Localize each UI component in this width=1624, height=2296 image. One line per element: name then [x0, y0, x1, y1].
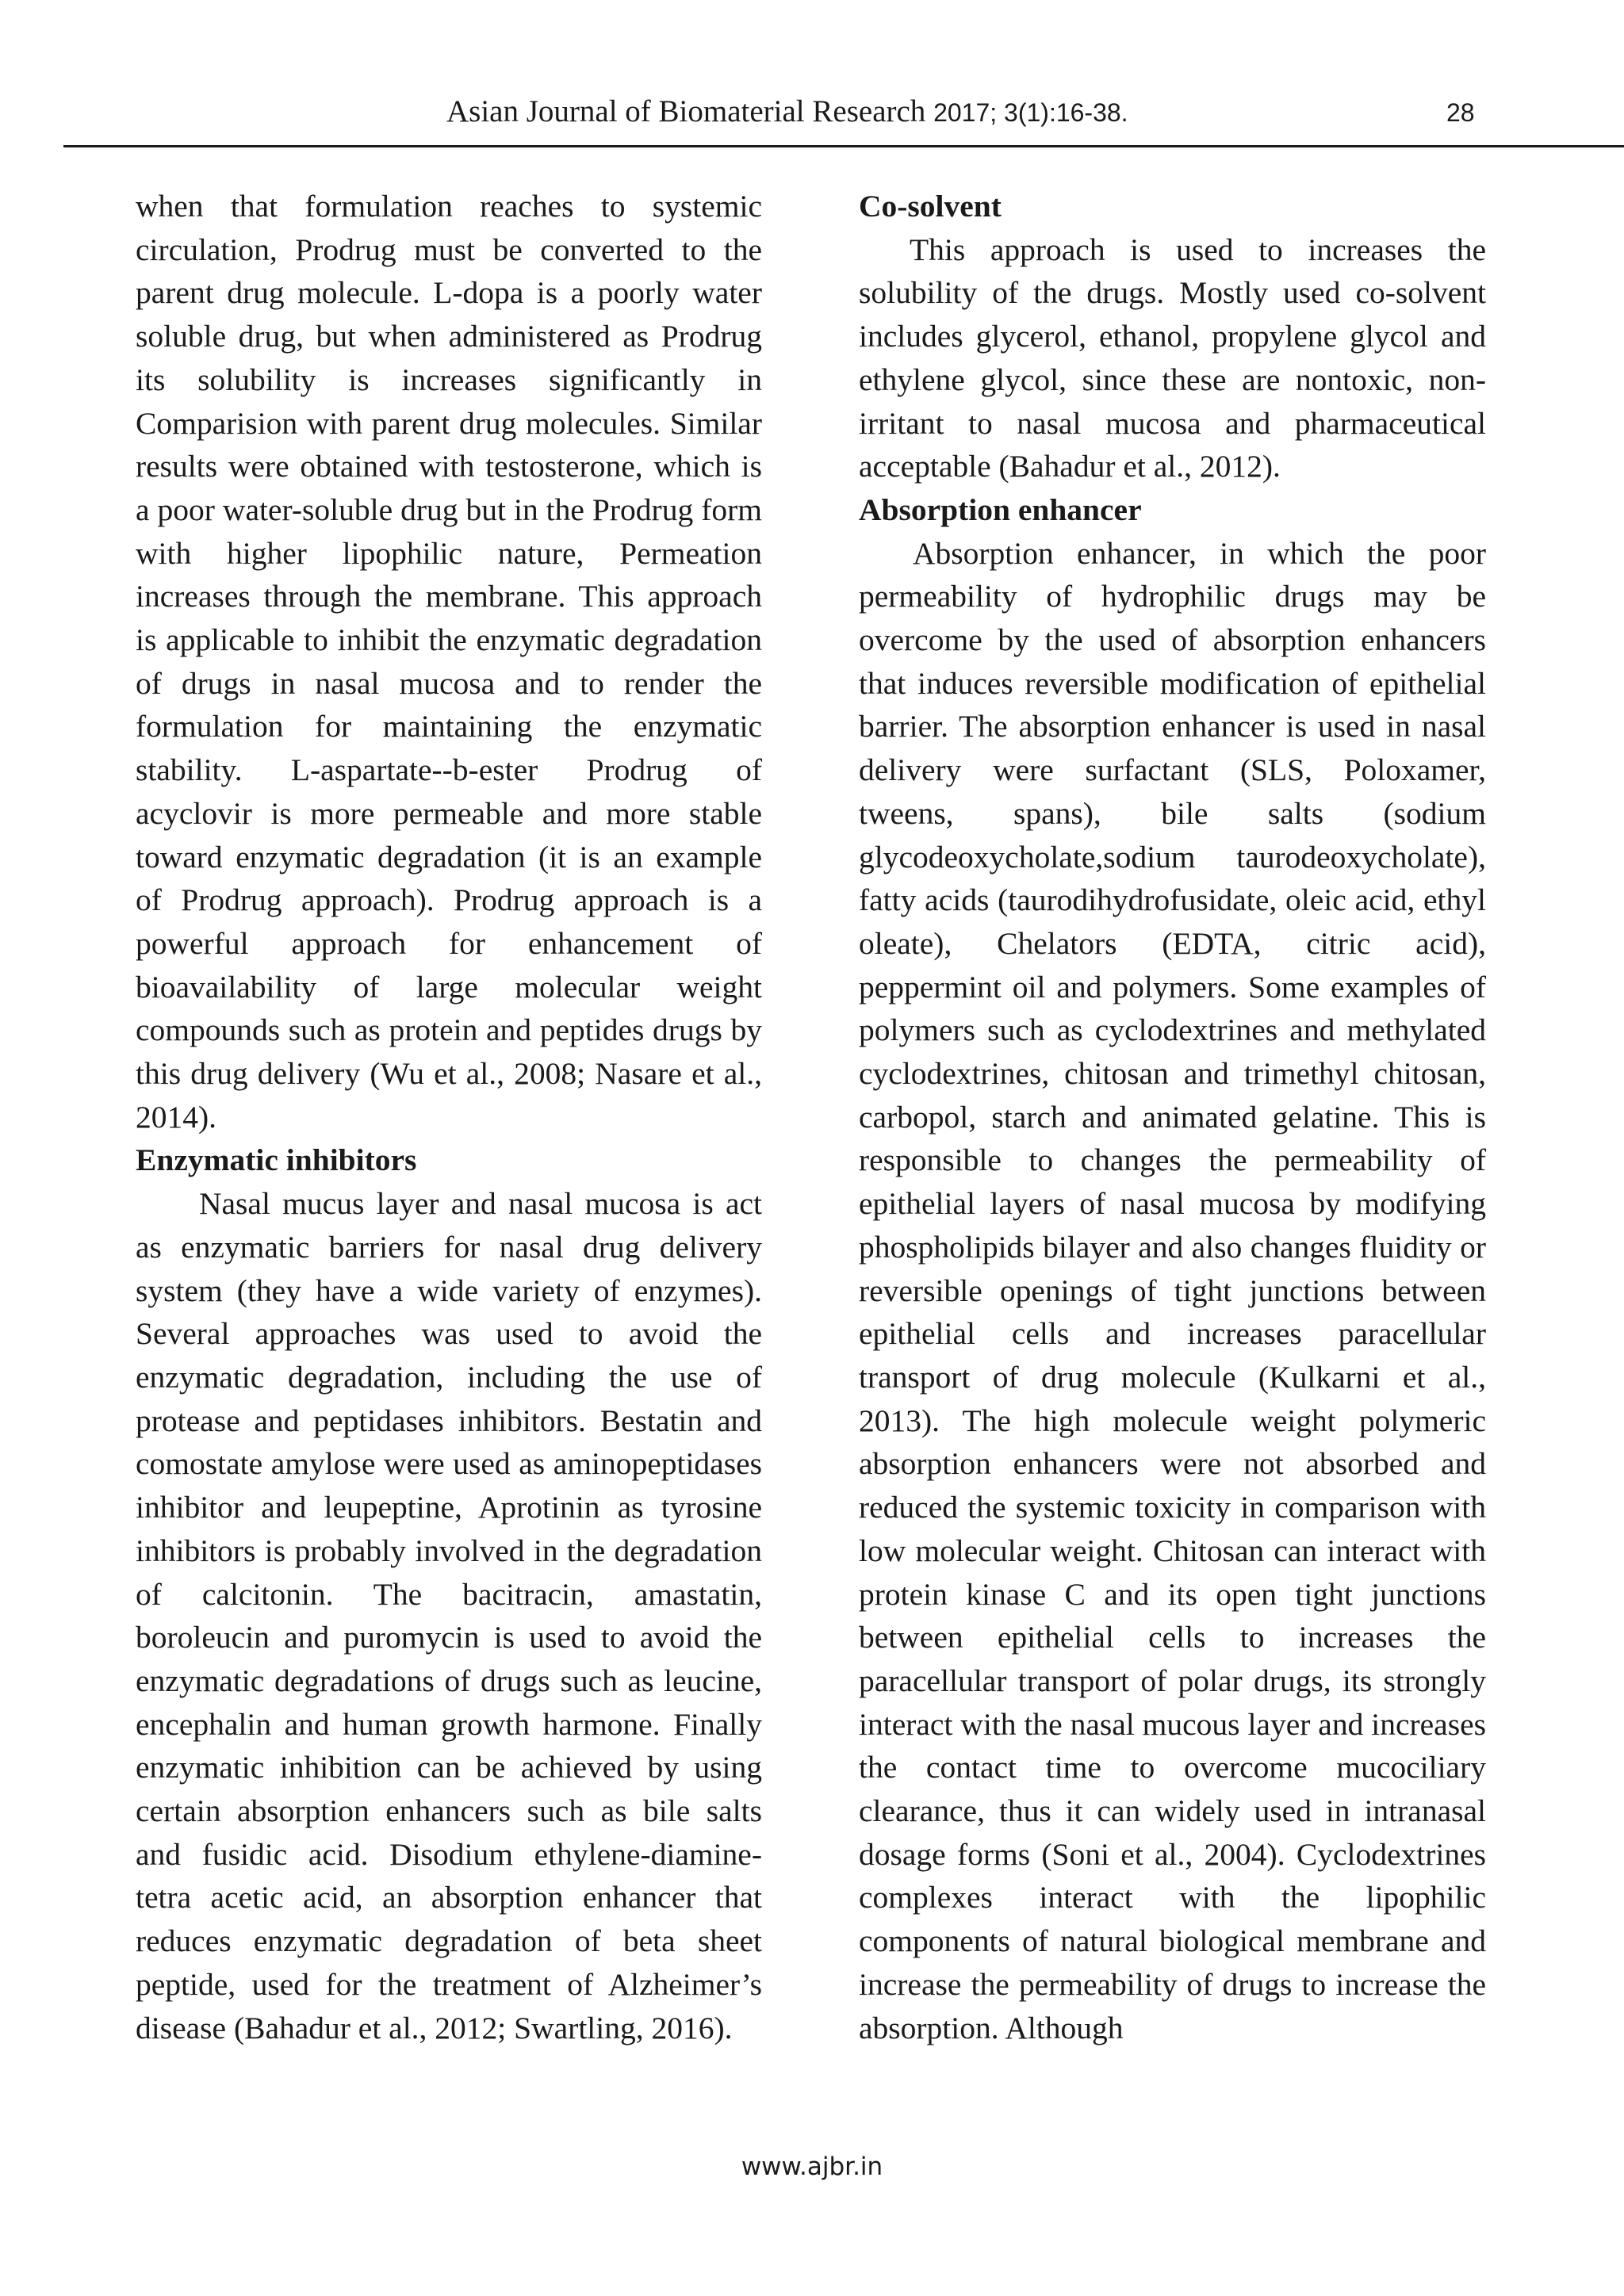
journal-name: Asian Journal of Biomaterial Research [446, 94, 926, 128]
page-header [0, 0, 1624, 151]
section-heading-co-solvent: Co-solvent [859, 189, 1002, 224]
section-heading-enzymatic-inhibitors: Enzymatic inhibitors [136, 1142, 417, 1178]
page-number: 28 [1446, 98, 1475, 127]
section-heading-absorption-enhancer: Absorption enhancer [859, 492, 1142, 527]
left-column [136, 185, 762, 2049]
right-column [859, 185, 1486, 2049]
body-paragraph: Absorption enhancer, in which the poor permeability of hydrophilic drugs may be overcome by the used of absorption enhancers that induces reversible modification of epithelial barrier. The absorption enhancer is used in nasal delivery were surfactant (SLS, Poloxamer, tweens, spans), bile salts (sodium glycodeoxycholate,sodium taurodeoxycholate), fatty acids (taurodihydrofusidate, oleic acid, ethyl oleate), Chelators (EDTA, citric acid), peppermint oil and polymers. Some examples of polymers such as cyclodextrines and methylated cyclodextrines, chitosan and trimethyl chitosan, carbopol, starch and animated gelatine. This is responsible to changes the permeability of epithelial layers of nasal mucosa by modifying phospholipids bilayer and also changes fluidity or reversible openings of tight junctions between epithelial cells and increases paracellular transport of drug molecule (Kulkarni et al., 2013). The high molecule weight polymeric absorption enhancers were not absorbed and reduced the systemic toxicity in comparison with low molecular weight. Chitosan can interact with protein kinase C and its open tight junctions between epithelial cells to increases the paracellular transport of polar drugs, its strongly interact with the nasal mucous layer and increases the contact time to overcome mucociliary clearance, thus it can widely used in intranasal dosage forms (Soni et al., 2004). Cyclodextrines complexes interact with the lipophilic components of natural biological membrane and increase the permeability of drugs to increase the absorption. Although [859, 535, 1486, 2045]
body-paragraph: Nasal mucus layer and nasal mucosa is act as enzymatic barriers for nasal drug delivery system (they have a wide variety of enzymes). Several approaches was used to avoid the enzymatic degradation, including the use of protease and peptidases inhibitors. Bestatin and comostate amylose were used as aminopeptidases inhibitor and leupeptine, Aprotinin as tyrosine inhibitors is probably involved in the degradation of calcitonin. The bacitracin, amastatin, boroleucin and puromycin is used to avoid the enzymatic degradations of drugs such as leucine, encephalin and human growth harmone. Finally enzymatic inhibition can be achieved by using certain absorption enhancers such as bile salts and fusidic acid. Disodium ethylene-diamine-tetra acetic acid, an absorption enhancer that reduces enzymatic degradation of beta sheet peptide, used for the treatment of Alzheimer’s disease (Bahadur et al., 2012; Swartling, 2016). [136, 1186, 762, 2045]
body-paragraph: when that formulation reaches to systemic circulation, Prodrug must be converted to the parent drug molecule. L-dopa is a poorly water soluble drug, but when administered as Prodrug its solubility is increases significantly in Comparision with parent drug molecules. Similar results were obtained with testosterone, which is a poor water-soluble drug but in the Prodrug form with higher lipophilic nature, Permeation increases through the membrane. This approach is applicable to inhibit the enzymatic degradation of drugs in nasal mucosa and to render the formulation for maintaining the enzymatic stability. L-aspartate--b-ester Prodrug of acyclovir is more permeable and more stable toward enzymatic degradation (it is an example of Prodrug approach). Prodrug approach is a powerful approach for enhancement of bioavailability of large molecular weight compounds such as protein and peptides drugs by this drug delivery (Wu et al., 2008; Nasare et al., 2014). [136, 189, 762, 1135]
body-paragraph: This approach is used to increases the solubility of the drugs. Mostly used co-solvent includes glycerol, ethanol, propylene glycol and ethylene glycol, since these are nontoxic, non-irritant to nasal mucosa and pharmaceutical acceptable (Bahadur et al., 2012). [859, 232, 1486, 484]
journal-citation [446, 94, 1128, 129]
footer-url[interactable]: www.ajbr.in [741, 2152, 883, 2181]
volume-info: 2017; 3(1):16-38. [933, 98, 1128, 127]
header-rule [63, 145, 1624, 147]
